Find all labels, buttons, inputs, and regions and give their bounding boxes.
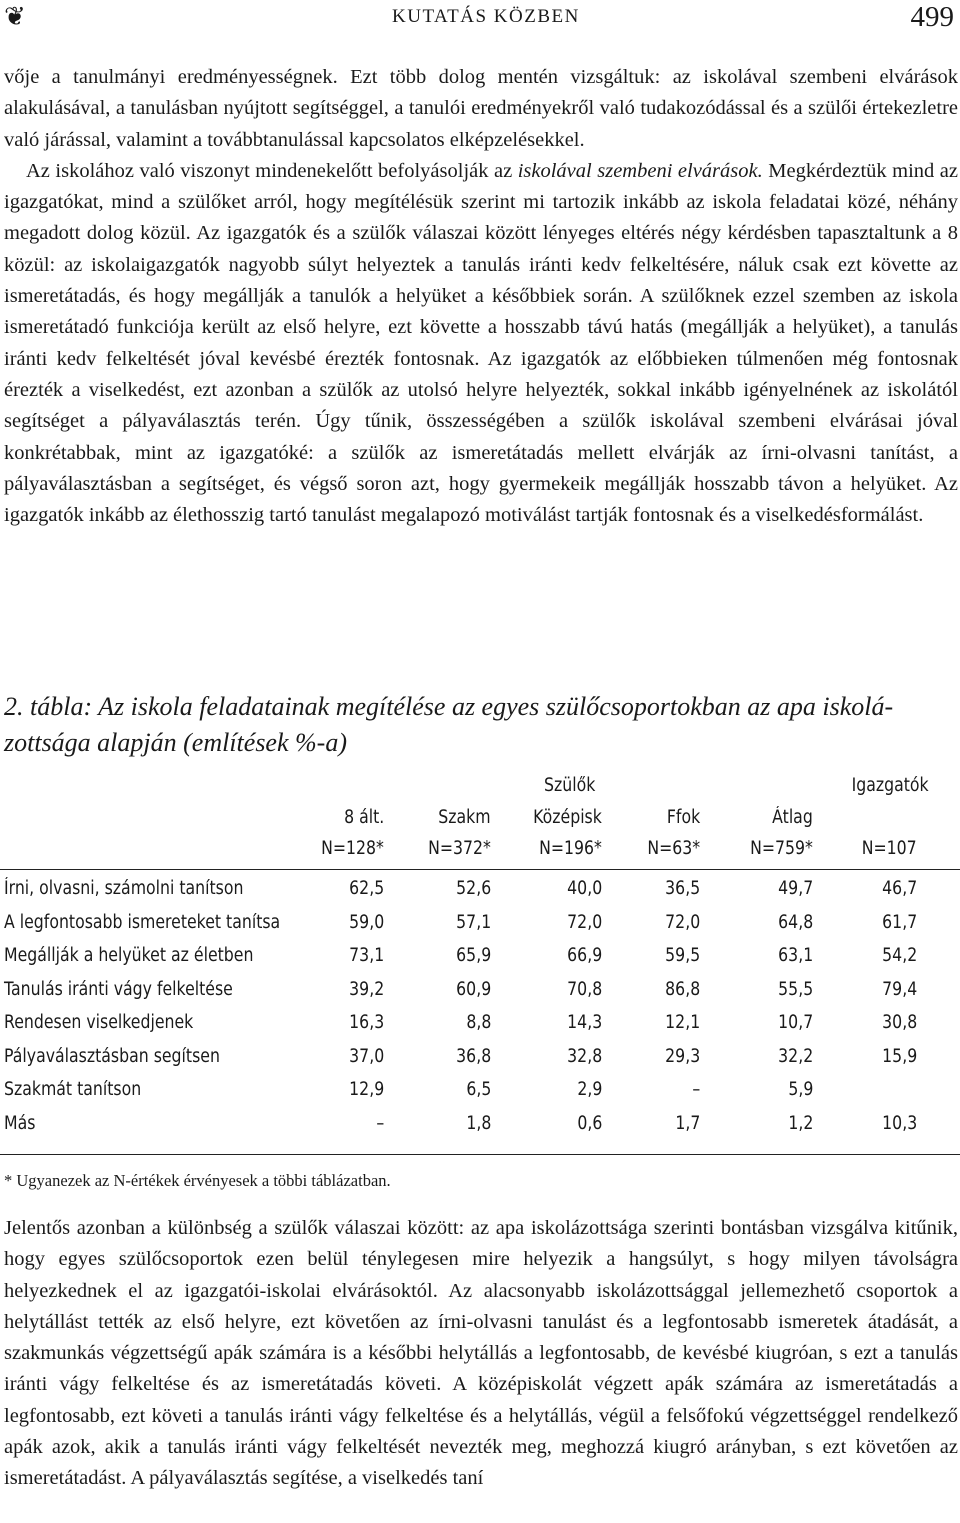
table-cell: 32,8 — [566, 1045, 602, 1067]
table-cell: 40,0 — [566, 878, 602, 899]
text-run: vője a tanulmányi eredményességnek. Ezt több dolog mentén vizsgáltuk: az iskolával szembeni elvárások alakulásával, a tanulásban nyújtott segítséggel, a tanulói eredményekről való tudakozódással és a szülői értekezletre való járással, valamint a továbbtanulással kapcsolatos elképzelésekkel. — [4, 66, 958, 151]
table-cell: 52,6 — [455, 878, 491, 899]
column-group-principals: Igazgatók — [851, 775, 929, 796]
table-cell: 64,8 — [777, 911, 813, 933]
table-cell: 72,0 — [566, 911, 602, 933]
table-cell: 16,3 — [348, 1012, 384, 1033]
table-cell: 39,2 — [348, 978, 384, 1000]
table-cell: 86,8 — [664, 978, 700, 1000]
table-bottom-rule — [0, 1154, 960, 1155]
table-cell: – — [376, 1112, 384, 1134]
text-run: Megkérdeztük mind az igazgatókat, mind a szülőket arról, hogy megítélésük szerint mi tartozik inkább az iskola feladatai közé, néhány megadott dolog közül. Az igazgatók és a szülők válaszai között lényeges eltérés négy kérdésben tapasztaltunk a 8 közül: az iskolaigazgatók nagyobb súlyt helyeztek a tanulás iránti kedv felkeltésére, náluk csak ezt követte az ismeretátadás, és hogy megállják a tanulók a helyüket a későbbiek során. A szülőknek ezzel szemben az iskola ismeretátadó funkciója került az első helyre, ezt követte a hosszabb távú hatás (megállják a helyüket), a tanulás iránti kedv felkeltését jóval kevésbé érezték fontosnak. Az igazgatók az előbbieken túlmenően még fontosnak érezték a viselkedést, ezt azonban a szülők az utolsó helyre helyezték, sokkal inkább igényelnének az iskolától segítséget a pályaválasztás terén. Úgy tűnik, összességében a szülők iskolával szembeni elvárásai jóval konkrétabbak, mint az igazgatóké: a szülők az ismeretátadás mellett elvárják az írni-olvasni tanítást, a pályaválasztásban a segítséget, és végső soron azt, hogy gyermekeik megállják hosszabb távon a helyüket. Az igazgatók inkább az élethosszig tartó tanulást megalapozó motiválást tartják fontosnak és a viselkedésformálást. — [4, 159, 958, 527]
table-cell: 46,7 — [881, 878, 917, 899]
column-header: Szakm — [438, 807, 491, 828]
table-cell: 61,7 — [881, 911, 917, 933]
paragraph-2 — [4, 156, 958, 532]
table-cell: 63,1 — [777, 945, 813, 966]
column-group-parents: Szülők — [543, 775, 595, 796]
table-row-label: Megállják a helyüket az életben — [4, 945, 254, 966]
table-cell: 0,6 — [576, 1112, 602, 1134]
table-cell: 12,1 — [664, 1012, 700, 1033]
table-cell: 59,0 — [348, 911, 384, 933]
table-cell: 8,8 — [465, 1012, 491, 1033]
running-header — [4, 2, 954, 36]
table-cell: 60,9 — [455, 978, 491, 1000]
column-n: N=759* — [750, 838, 813, 859]
body-text-top — [4, 62, 958, 531]
table-cell: 59,5 — [664, 945, 700, 966]
table-cell: 30,8 — [881, 1012, 917, 1033]
column-n: N=128* — [321, 838, 384, 859]
paragraph-1 — [4, 62, 958, 156]
table-row-label: Rendesen viselkedjenek — [4, 1012, 194, 1033]
table-cell: 32,2 — [777, 1045, 813, 1067]
table-cell: 15,9 — [881, 1045, 917, 1067]
column-header: 8 ált. — [343, 807, 384, 828]
table-cell: 6,5 — [465, 1079, 491, 1100]
table-cell: 65,9 — [455, 945, 491, 966]
table-cell: 5,9 — [787, 1079, 813, 1100]
table-cell: 10,7 — [777, 1012, 813, 1033]
table-cell: 66,9 — [566, 945, 602, 966]
table-header-rule — [0, 869, 960, 870]
table-footnote: * Ugyanezek az N-értékek érvényesek a többi táblázatban. — [4, 1171, 391, 1190]
column-n: N=107 — [862, 838, 917, 859]
table-cell: 57,1 — [455, 911, 491, 933]
table-row-label: Szakmát tanítson — [4, 1079, 142, 1100]
column-n: N=63* — [647, 838, 700, 859]
table-row-label: Tanulás iránti vágy felkeltése — [4, 978, 233, 1000]
table-cell: 36,5 — [664, 878, 700, 899]
table-cell: 62,5 — [348, 878, 384, 899]
table-cell: 73,1 — [348, 945, 384, 966]
column-header: Átlag — [772, 807, 813, 828]
column-n: N=372* — [428, 838, 491, 859]
table-cell: 12,9 — [348, 1079, 384, 1100]
table-row-label: A legfontosabb ismereteket tanítsa — [4, 911, 281, 933]
table-cell: 2,9 — [576, 1079, 602, 1100]
table-cell: 79,4 — [881, 978, 917, 1000]
table-row-label: Írni, olvasni, számolni tanítson — [4, 878, 244, 899]
fleuron-ornament-icon: ❦ — [4, 2, 26, 31]
table-cell: 14,3 — [566, 1012, 602, 1033]
table-cell: 49,7 — [777, 878, 813, 899]
table-row-label: Más — [4, 1112, 36, 1134]
table-row-label: Pályaválasztásban segítsen — [4, 1045, 220, 1067]
table-cell: 70,8 — [566, 978, 602, 1000]
table-cell: 1,2 — [787, 1112, 813, 1134]
italic-phrase: iskolával szembeni elvárások. — [517, 159, 763, 182]
table-cell: 1,7 — [674, 1112, 700, 1134]
table-cell: 36,8 — [455, 1045, 491, 1067]
column-n: N=196* — [539, 838, 602, 859]
page-number: 499 — [910, 1, 954, 33]
running-title: KUTATÁS KÖZBEN — [392, 6, 580, 27]
table-cell: 72,0 — [664, 911, 700, 933]
body-text-bottom — [4, 1213, 958, 1495]
table-cell: 37,0 — [348, 1045, 384, 1067]
column-header: Középisk — [533, 807, 602, 828]
table-cell: 54,2 — [881, 945, 917, 966]
table-caption: 2. tábla: Az iskola feladatainak megítélése az egyes szülőcsoportokban az apa iskolázottsága alapján (említések %-a) — [4, 692, 894, 757]
table-cell: 1,8 — [465, 1112, 491, 1134]
paragraph-3: Jelentős azonban a különbség a szülők válaszai között: az apa iskolázottsága szerinti bontásban vizsgálva kitűnik, hogy egyes szülőcsoportok ezen belül ténylegesen mire helyezik a hangsúlyt, s hogy milyen távolságra helyezkednek el az igazgatói-iskolai elvárásoktól. Az alacsonyabb iskolázottsággal jellemezhető csoportok a helytállást tették az első helyre, ezt követően az írni-olvasni tanulást és a legfontosabb ismeretek átadását, a szakmunkás végzettségű apák számára is a későbbi helytállás a legfontosabb, de kevésbé kiugróan, s ezt a tanulás iránti vágy felkeltése és az ismeretátadás követi. A középiskolát végzett apák számára az ismeretátadás a legfontosabb, ezt követi a tanulás iránti vágy felkeltése és a helytállás, végül a felsőfokú végzettséggel rendelkező apák azok, akik a tanulás iránti vágy felkeltését nevezték meg, meghozzá kiugró arányban, s ezt követően az ismeretátadást. A pályaválasztás segítése, a viselkedés taní — [4, 1217, 958, 1490]
text-run: Az iskolához való viszonyt mindenekelőtt befolyásolják az — [26, 159, 518, 182]
table-cell: 29,3 — [664, 1045, 700, 1067]
column-header: Ffok — [666, 807, 700, 828]
table-cell: 10,3 — [881, 1112, 917, 1134]
table-cell: – — [692, 1079, 700, 1100]
table-cell: 55,5 — [777, 978, 813, 1000]
